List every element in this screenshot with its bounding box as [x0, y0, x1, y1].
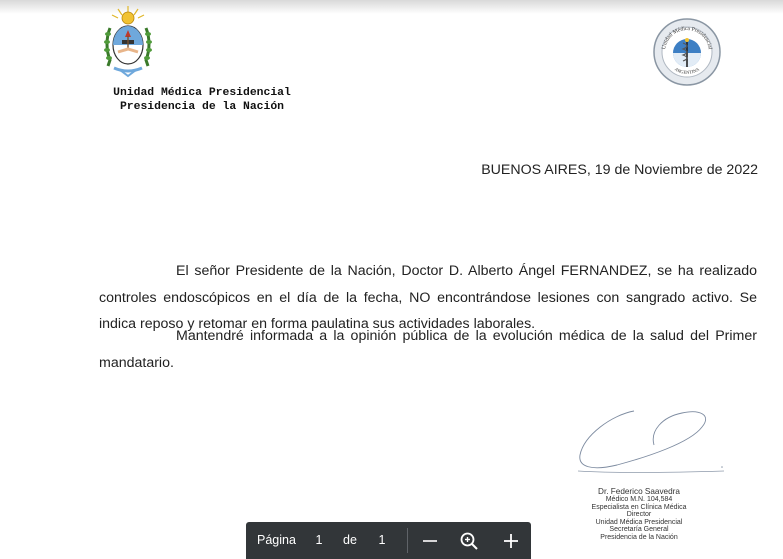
zoom-fit-icon: [456, 528, 482, 554]
signer-secretariat: Secretaría General: [609, 526, 669, 534]
seal-text-top: Unidad Médica Presidencial: [661, 25, 713, 50]
signer-presidency: Presidencia de la Nación: [600, 533, 678, 541]
zoom-in-button[interactable]: [498, 528, 524, 554]
toolbar-divider: [407, 528, 408, 553]
org-name-line2: Presidencia de la Nación: [119, 101, 285, 113]
signer-role: Director: [626, 511, 652, 519]
coat-of-arms-logo: [100, 4, 156, 80]
pdf-viewer-toolbar: [246, 522, 531, 559]
total-pages: 1: [378, 533, 386, 547]
body-paragraph-2: Mantendré informada a la opinión pública de la evolución médica de la salud del Primer mandatario.: [99, 328, 757, 371]
current-page-input[interactable]: 1: [315, 533, 323, 547]
zoom-out-icon: [417, 528, 443, 554]
signer-name: Dr. Federico Saavedra: [598, 487, 680, 496]
zoom-fit-button[interactable]: [456, 528, 482, 554]
signer-license: Médico M.N. 104,584: [605, 496, 673, 503]
signature-block: [576, 487, 702, 542]
signer-specialty: Especialista en Clínica Médica: [591, 503, 687, 511]
zoom-out-button[interactable]: [417, 528, 443, 554]
signer-unit: Unidad Médica Presidencial: [595, 518, 683, 526]
zoom-in-icon: [498, 528, 524, 554]
medical-unit-seal-logo: [652, 17, 722, 87]
handwritten-signature: [572, 405, 732, 479]
page-label: Página: [257, 533, 296, 547]
sun-icon: [122, 12, 134, 24]
org-name-line1: Unidad Médica Presidencial: [113, 87, 291, 99]
organization-header: [93, 86, 311, 114]
body-paragraph-1: El señor Presidente de la Nación, Doctor D. Alberto Ángel FERNANDEZ, se ha realizado controles endoscópicos en el día de la fecha, NO encontrándose lesiones con sangrado activo. Se indica reposo y retomar en forma paulatina sus actividades laborales.: [99, 263, 757, 333]
page-of-label: de: [343, 533, 357, 547]
seal-text-bottom: ARGENTINA: [673, 66, 701, 75]
date-line: BUENOS AIRES, 19 de Noviembre de 2022: [481, 162, 758, 178]
